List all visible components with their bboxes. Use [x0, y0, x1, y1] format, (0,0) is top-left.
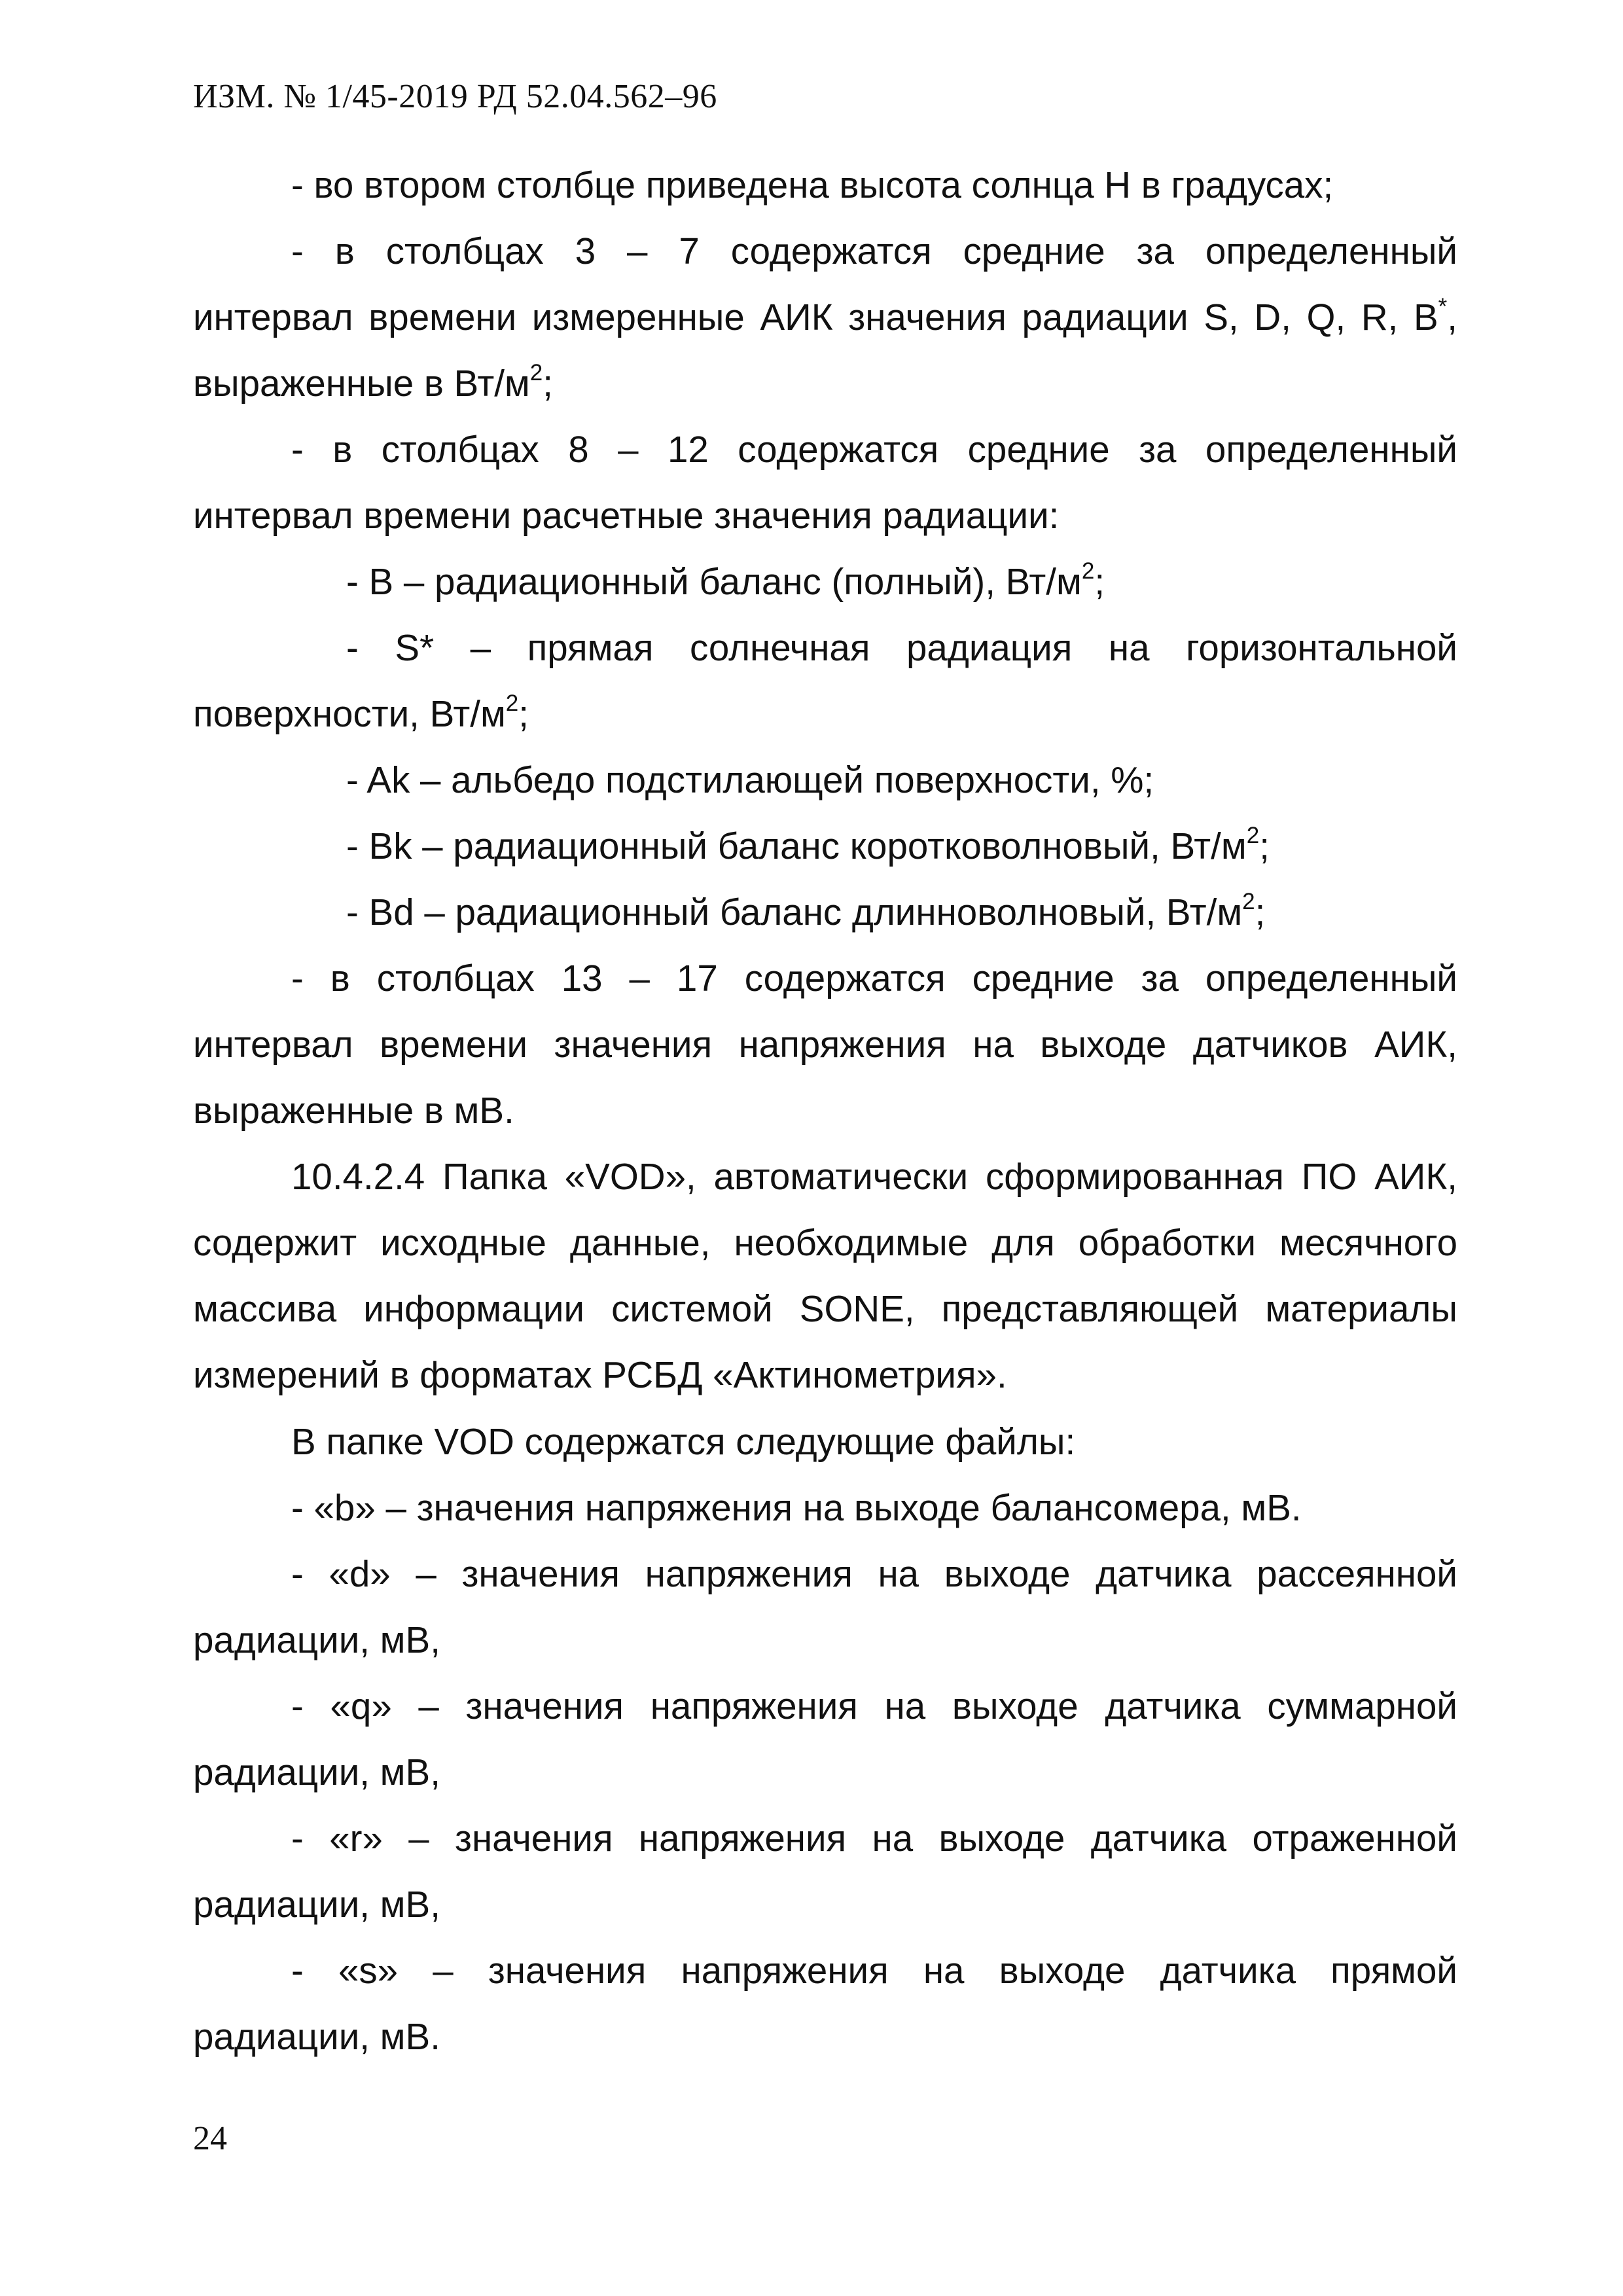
paragraph-columns-13-17-line-1: - в столбцах 13 – 17 содержатся средние за определенный — [291, 958, 1457, 999]
paragraph-columns-13-17-line-2: интервал времени значения напряжения на выходе датчиков АИК, — [193, 1024, 1457, 1065]
page-number: 24 — [193, 2120, 227, 2157]
paragraph-vod-files-intro: В папке VOD содержатся следующие файлы: — [291, 1421, 1076, 1462]
list-item-bd: - Bd – радиационный баланс длинноволновый, $Вт/м^2$; — [346, 888, 1266, 933]
file-item-b: - «b» – значения напряжения на выходе балансомера, мВ. — [291, 1487, 1302, 1528]
file-item-d-line-1: - «d» – значения напряжения на выходе датчика рассеянной — [291, 1553, 1457, 1594]
file-item-s-line-1: - «s» – значения напряжения на выходе датчика прямой — [291, 1950, 1457, 1991]
paragraph-columns-3-7-line-2: интервал времени измеренные АИК значения радиации S, D, Q, R, В*, — [193, 293, 1457, 338]
file-item-q-line-1: - «q» – значения напряжения на выходе датчика суммарной — [291, 1685, 1457, 1727]
list-item-s-line-1: - S* – прямая солнечная радиация на горизонтальной — [346, 627, 1457, 668]
list-item-s-line-2: поверхности, $Вт/м^2$; — [193, 690, 529, 734]
paragraph-columns-13-17-line-3: выраженные в мВ. — [193, 1090, 514, 1131]
paragraph-columns-8-12-line-2: интервал времени расчетные значения радиации: — [193, 495, 1060, 536]
paragraph-columns-3-7-line-3: выраженные в $Вт/м^2$; — [193, 359, 553, 404]
paragraph-columns-3-7-line-1: - в столбцах 3 – 7 содержатся средние за определенный — [291, 230, 1457, 272]
file-item-r-line-1: - «r» – значения напряжения на выходе датчика отраженной — [291, 1818, 1457, 1859]
list-item-bk: - Bk – радиационный баланс коротковолновый, $Вт/м^2$; — [346, 822, 1270, 867]
file-item-q-line-2: радиации, мВ, — [193, 1751, 440, 1793]
list-item-b: - B – радиационный баланс (полный), $Вт/м^2$; — [346, 558, 1105, 602]
paragraph-column-2: - во втором столбце приведена высота солнца Н в градусах; — [291, 164, 1334, 206]
file-item-r-line-2: радиации, мВ, — [193, 1884, 440, 1925]
list-item-ak: - Ak – альбедо подстилающей поверхности, %; — [346, 759, 1154, 800]
document-header: ИЗМ. № 1/45-2019 РД 52.04.562–96 — [193, 78, 717, 115]
paragraph-columns-8-12-line-1: - в столбцах 8 – 12 содержатся средние за определенный — [291, 429, 1457, 470]
file-item-s-line-2: радиации, мВ. — [193, 2016, 440, 2057]
file-item-d-line-2: радиации, мВ, — [193, 1619, 440, 1660]
paragraph-vod-folder: 10.4.2.4 Папка «VOD», автоматически сформированная ПО АИК, содержит исходные данные, необходимые для обработки месячного массива информации системой SONE, представляющей материалы измерений в форматах РСБД «Актинометрия». — [193, 1156, 1457, 1395]
